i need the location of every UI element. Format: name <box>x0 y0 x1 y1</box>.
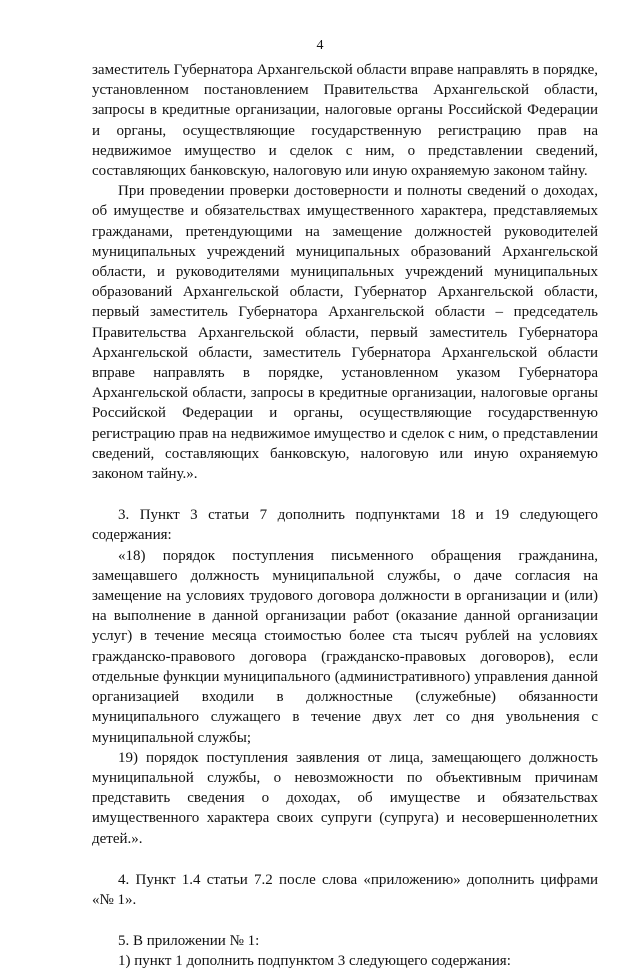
document-body <box>92 60 598 972</box>
paragraph-continuation: заместитель Губернатора Архангельской области вправе направлять в порядке, установленном постановлением Правительства Архангельской области, запросы в кредитные организации, налоговые органы Российской Федерации и органы, осуществляющие государственную регистрацию прав на недвижимое имущество и сделок с ним, о представлении сведений, составляющих банковскую, налоговую или иную охраняемую законом тайну. <box>92 62 598 180</box>
paragraph-verification: При проведении проверки достоверности и полноты сведений о доходах, об имуществе и обязательствах имущественного характера, представляемых гражданами, претендующими на замещение должностей руководителей муниципальных учреждений муниципальных образований Архангельской области, и руководителями муниципальных учреждений муниципальных образований Архангельской области, Губернатор Архангельской области, первый заместитель Губернатора Архангельской области – председатель Правительства Архангельской области, первый заместитель Губернатора Архангельской области, заместитель Губернатора Архангельской области вправе направлять в порядке, установленном указом Губернатора Архангельской области, запросы в кредитные организации, налоговые органы Российской Федерации и органы, осуществляющие государственную регистрацию прав на недвижимое имущество и сделок с ним, о представлении сведений, составляющих банковскую, налоговую или иную охраняемую законом тайну.». <box>92 183 598 483</box>
paragraph-gap <box>92 910 598 931</box>
paragraph-item-5: 5. В приложении № 1: <box>118 933 260 950</box>
paragraph-item-3: 3. Пункт 3 статьи 7 дополнить подпунктами 18 и 19 следующего содержания: <box>92 507 598 544</box>
paragraph-item-5-sub-1: 1) пункт 1 дополнить подпунктом 3 следующего содержания: <box>118 953 511 970</box>
paragraph-subitem-18: «18) порядок поступления письменного обращения гражданина, замещавшего должность муниципальной службы, о даче согласия на замещение на условиях трудового договора должности в организации и (или) на выполнение в данной организации работ (оказание данной организации услуг) в течение месяца стоимостью более ста тысяч рублей на условиях гражданско-правового договора (гражданско-правовых договоров), если отдельные функции муниципального (административного) управления данной организацией входили в должностные (служебные) обязанности муниципального служащего в течение двух лет со дня увольнения с муниципальной службы; <box>92 547 598 746</box>
paragraph-gap <box>92 484 598 505</box>
paragraph-subitem-19: 19) порядок поступления заявления от лица, замещающего должность муниципальной службы, о невозможности по объективным причинам представить сведения о доходах, об имуществе и обязательствах имущественного характера своих супруги (супруга) и несовершеннолетних детей.». <box>92 749 598 847</box>
page-number: 4 <box>316 38 324 53</box>
paragraph-gap <box>92 849 598 870</box>
paragraph-item-4: 4. Пункт 1.4 статьи 7.2 после слова «приложению» дополнить цифрами «№ 1». <box>92 871 598 908</box>
